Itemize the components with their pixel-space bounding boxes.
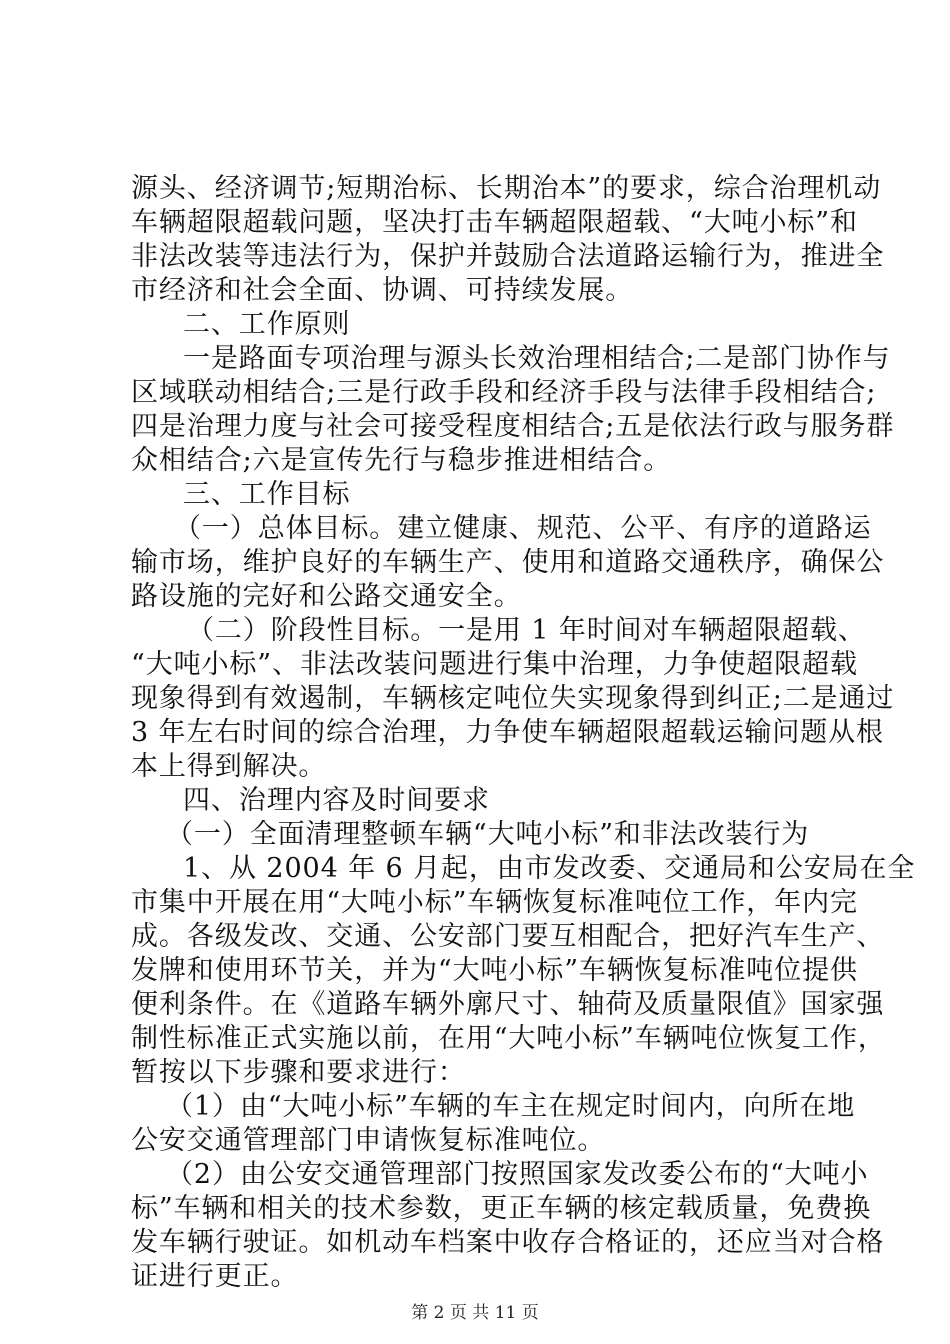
body-line: 非法改装等违法行为，保护并鼓励合法道路运输行为，推进全 — [131, 241, 885, 272]
body-line: 证进行更正。 — [131, 1261, 299, 1292]
body-line: 发牌和使用环节关，并为“大吨小标”车辆恢复标准吨位提供 — [131, 955, 858, 986]
body-line: 市集中开展在用“大吨小标”车辆恢复标准吨位工作，年内完 — [131, 887, 858, 918]
section-heading: 三、工作目标 — [183, 479, 351, 510]
body-line: 便利条件。在《道路车辆外廓尺寸、轴荷及质量限值》国家强 — [131, 989, 885, 1020]
body-line: 公安交通管理部门申请恢复标准吨位。 — [131, 1125, 606, 1156]
section-heading: 二、工作原则 — [183, 309, 351, 340]
body-line: （二）阶段性目标。一是用 1 年时间对车辆超限超载、 — [187, 615, 866, 646]
body-line: 源头、经济调节;短期治标、长期治本”的要求，综合治理机动 — [131, 173, 882, 204]
body-line: （1）由“大吨小标”车辆的车主在规定时间内，向所在地 — [166, 1091, 856, 1122]
body-line: 标”车辆和相关的技术参数，更正车辆的核定载质量，免费换 — [131, 1193, 872, 1224]
body-line: 区域联动相结合;三是行政手段和经济手段与法律手段相结合; — [131, 377, 877, 408]
body-line: 1、从 2004 年 6 月起，由市发改委、交通局和公安局在全 — [183, 853, 916, 884]
body-line: 3 年左右时间的综合治理，力争使车辆超限超载运输问题从根 — [131, 717, 884, 748]
body-line: 发车辆行驶证。如机动车档案中收存合格证的，还应当对合格 — [131, 1227, 885, 1258]
body-line: 暂按以下步骤和要求进行： — [131, 1057, 466, 1088]
body-line: 输市场，维护良好的车辆生产、使用和道路交通秩序，确保公 — [131, 547, 885, 578]
body-line: 四是治理力度与社会可接受程度相结合;五是依法行政与服务群 — [131, 411, 895, 442]
body-line: 车辆超限超载问题，坚决打击车辆超限超载、“大吨小标”和 — [131, 207, 858, 238]
body-line: 现象得到有效遏制，车辆核定吨位失实现象得到纠正;二是通过 — [131, 683, 895, 714]
body-line: （2）由公安交通管理部门按照国家发改委公布的“大吨小 — [166, 1159, 869, 1190]
section-heading: 四、治理内容及时间要求 — [183, 785, 490, 816]
body-line: （一）总体目标。建立健康、规范、公平、有序的道路运 — [174, 513, 872, 544]
subsection-heading: （一）全面清理整顿车辆“大吨小标”和非法改装行为 — [166, 819, 810, 850]
body-line: 本上得到解决。 — [131, 751, 327, 782]
body-line: 路设施的完好和公路交通安全。 — [131, 581, 522, 612]
body-line: “大吨小标”、非法改装问题进行集中治理，力争使超限超载 — [131, 649, 858, 680]
body-line: 一是路面专项治理与源头长效治理相结合;二是部门协作与 — [183, 343, 891, 374]
body-line: 市经济和社会全面、协调、可持续发展。 — [131, 275, 634, 306]
body-line: 制性标准正式实施以前，在用“大吨小标”车辆吨位恢复工作， — [131, 1023, 886, 1054]
body-line: 众相结合;六是宣传先行与稳步推进相结合。 — [131, 445, 672, 476]
page-number-footer: 第 2 页 共 11 页 — [411, 1303, 539, 1323]
body-line: 成。各级发改、交通、公安部门要互相配合，把好汽车生产、 — [131, 921, 885, 952]
